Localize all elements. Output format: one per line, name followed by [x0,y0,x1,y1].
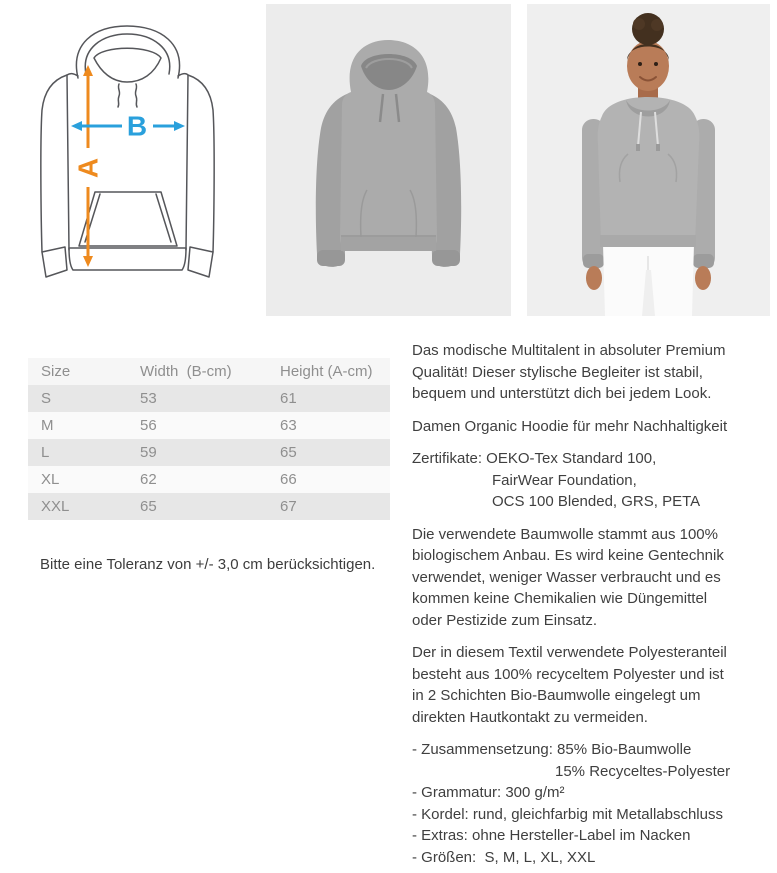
product-photo [266,4,511,316]
hoodie-sketch [0,0,255,320]
product-description [412,340,777,873]
table-row [28,439,390,466]
cuff-left [42,247,67,277]
table-row [28,493,390,520]
tolerance-note: Bitte eine Toleranz von +/- 3,0 cm berücksichtigen. [40,556,376,573]
model-photo-illustration [527,4,770,316]
cell-height: 61 [280,390,297,407]
model-photo [527,4,770,316]
table-row [28,385,390,412]
sustainability-line: Damen Organic Hoodie für mehr Nachhaltigkeit [412,417,728,435]
spec-composition-2: 15% Recyceltes-Polyester [555,762,731,780]
col-header-width: Width (B-cm) [140,363,232,380]
cell-width: 53 [140,390,157,407]
cuff-right [188,247,213,277]
label-b: B [126,110,148,142]
cell-width: 65 [140,498,157,515]
cotton-paragraph: Die verwendete Baumwolle stammt aus 100% biologischem Anbau. Es wird keine Gentechnik verwendet, weniger Wasser verbraucht und es kommen keine Chemikalien wie Düngemittel oder Pestizide zum Einsatz. [412,525,724,629]
col-header-size: Size [41,363,71,380]
spec-list [412,739,777,868]
spec-cord: - Kordel: rund, gleichfarbig mit Metallabschluss [412,805,723,823]
spec-composition: - Zusammensetzung: 85% Bio-Baumwolle [412,741,692,758]
cell-size: XXL [41,498,70,515]
spec-extras: - Extras: ohne Hersteller-Label im Nacken [412,827,691,844]
table-row [28,412,390,439]
height-arrow-a [73,65,104,267]
product-photo-illustration [266,4,511,316]
cell-width: 56 [140,417,157,434]
cell-width: 59 [140,444,157,461]
size-table [28,358,390,520]
intro-paragraph: Das modische Multitalent in absoluter Premium Qualität! Dieser stylische Begleiter ist stabil, bequem und unterstützt dich bei jedem Look. [412,342,726,402]
cell-size: L [41,444,50,461]
drawstring-left [118,84,120,107]
cell-size: M [41,417,54,434]
measurement-diagram [0,0,255,320]
cell-height: 66 [280,471,297,488]
hoodie-outline [41,26,214,277]
cell-height: 67 [280,498,297,515]
size-table-header [28,358,390,385]
drawstring-right [135,84,137,107]
polyester-paragraph: Der in diesem Textil verwendete Polyesteranteil besteht aus 100% recyceltem Polyester und ist in 2 Schichten Bio-Baumwolle eingelegt um direkten Hautkontakt zu vermeiden. [412,644,727,726]
spec-sizes: - Größen: S, M, L, XL, XXL [412,848,596,866]
col-header-height: Height (A-cm) [280,363,373,380]
spec-grammage: - Grammatur: 300 g/m² [412,784,565,801]
cell-size: S [41,390,52,407]
label-a: A [72,157,104,179]
cell-width: 62 [140,471,157,488]
table-row [28,466,390,493]
cell-size: XL [41,471,60,488]
cell-height: 65 [280,444,297,461]
certificates-block: Zertifikate: OEKO-Tex Standard 100, FairWear Foundation, OCS 100 Blended, GRS, PETA [412,450,701,510]
cell-height: 63 [280,417,297,434]
pocket [79,192,177,246]
